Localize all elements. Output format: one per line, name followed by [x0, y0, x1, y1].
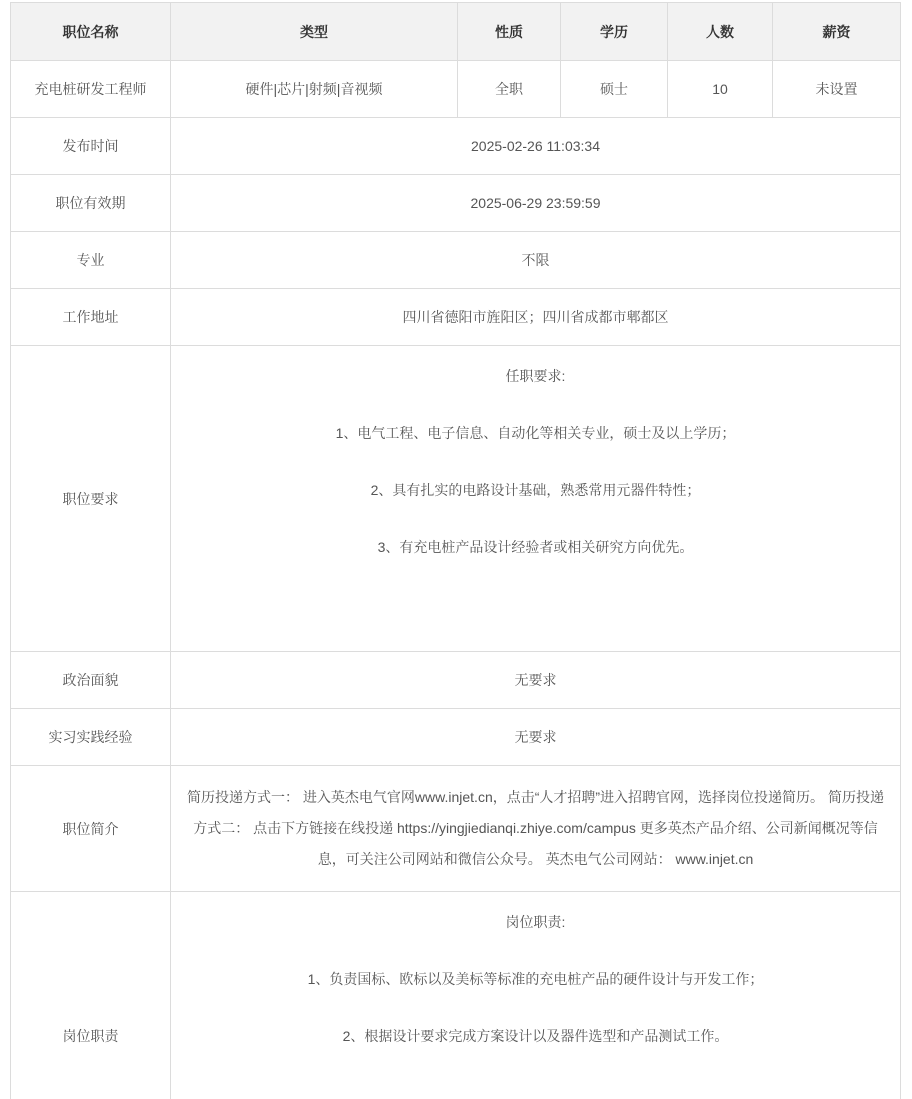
- work-address-label: 工作地址: [11, 289, 171, 346]
- job-intro-value: 简历投递方式一： 进入英杰电气官网www.injet.cn，点击“人才招聘”进入招聘官网，选择岗位投递简历。 简历投递方式二： 点击下方链接在线投递 https://yingjiedianqi.zhiye.com/campus 更多英杰产品介绍、公司新闻概况等信息，可关注公司网站和微信公众号。 英杰电气公司网站： www.injet.cn: [171, 766, 901, 892]
- publish-time-row: [11, 118, 901, 175]
- job-nature: 全职: [458, 61, 561, 118]
- job-education: 硕士: [561, 61, 668, 118]
- header-position-name: 职位名称: [11, 3, 171, 61]
- job-position-name: 充电桩研发工程师: [11, 61, 171, 118]
- header-type: 类型: [171, 3, 458, 61]
- work-address-row: [11, 289, 901, 346]
- major-row: [11, 232, 901, 289]
- publish-time-value: 2025-02-26 11:03:34: [171, 118, 901, 175]
- job-summary-row: [11, 61, 901, 118]
- valid-until-row: [11, 175, 901, 232]
- job-duties-label: 岗位职责: [11, 892, 171, 1099]
- major-value: 不限: [171, 232, 901, 289]
- publish-time-label: 发布时间: [11, 118, 171, 175]
- requirements-line: 2、具有扎实的电路设计基础，熟悉常用元器件特性；: [370, 482, 701, 498]
- requirements-line: 1、电气工程、电子信息、自动化等相关专业，硕士及以上学历；: [335, 425, 736, 441]
- valid-until-value: 2025-06-29 23:59:59: [171, 175, 901, 232]
- job-detail-table: [10, 2, 901, 1099]
- political-status-label: 政治面貌: [11, 652, 171, 709]
- job-duties-content: [171, 892, 901, 1099]
- header-salary: 薪资: [773, 3, 901, 61]
- job-type: 硬件|芯片|射频|音视频: [171, 61, 458, 118]
- internship-experience-row: [11, 709, 901, 766]
- table-header-row: [11, 3, 901, 61]
- valid-until-label: 职位有效期: [11, 175, 171, 232]
- job-requirements-row: [11, 346, 901, 652]
- duties-line: 2、根据设计要求完成方案设计以及器件选型和产品测试工作。: [342, 1028, 729, 1044]
- job-duties-row: [11, 892, 901, 1099]
- work-address-value: 四川省德阳市旌阳区；四川省成都市郫都区: [171, 289, 901, 346]
- major-label: 专业: [11, 232, 171, 289]
- job-requirements-content: [171, 346, 901, 652]
- requirements-line: 任职要求:: [505, 368, 566, 384]
- internship-experience-value: 无要求: [171, 709, 901, 766]
- duties-line: 岗位职责:: [505, 914, 566, 930]
- job-intro-row: [11, 766, 901, 892]
- job-requirements-label: 职位要求: [11, 346, 171, 652]
- job-intro-label: 职位简介: [11, 766, 171, 892]
- duties-line: 1、负责国标、欧标以及美标等标准的充电桩产品的硬件设计与开发工作；: [307, 971, 764, 987]
- internship-experience-label: 实习实践经验: [11, 709, 171, 766]
- header-headcount: 人数: [668, 3, 773, 61]
- political-status-value: 无要求: [171, 652, 901, 709]
- requirements-line: 3、有充电桩产品设计经验者或相关研究方向优先。: [377, 539, 694, 555]
- header-nature: 性质: [458, 3, 561, 61]
- job-salary: 未设置: [773, 61, 901, 118]
- header-education: 学历: [561, 3, 668, 61]
- job-headcount: 10: [668, 61, 773, 118]
- political-status-row: [11, 652, 901, 709]
